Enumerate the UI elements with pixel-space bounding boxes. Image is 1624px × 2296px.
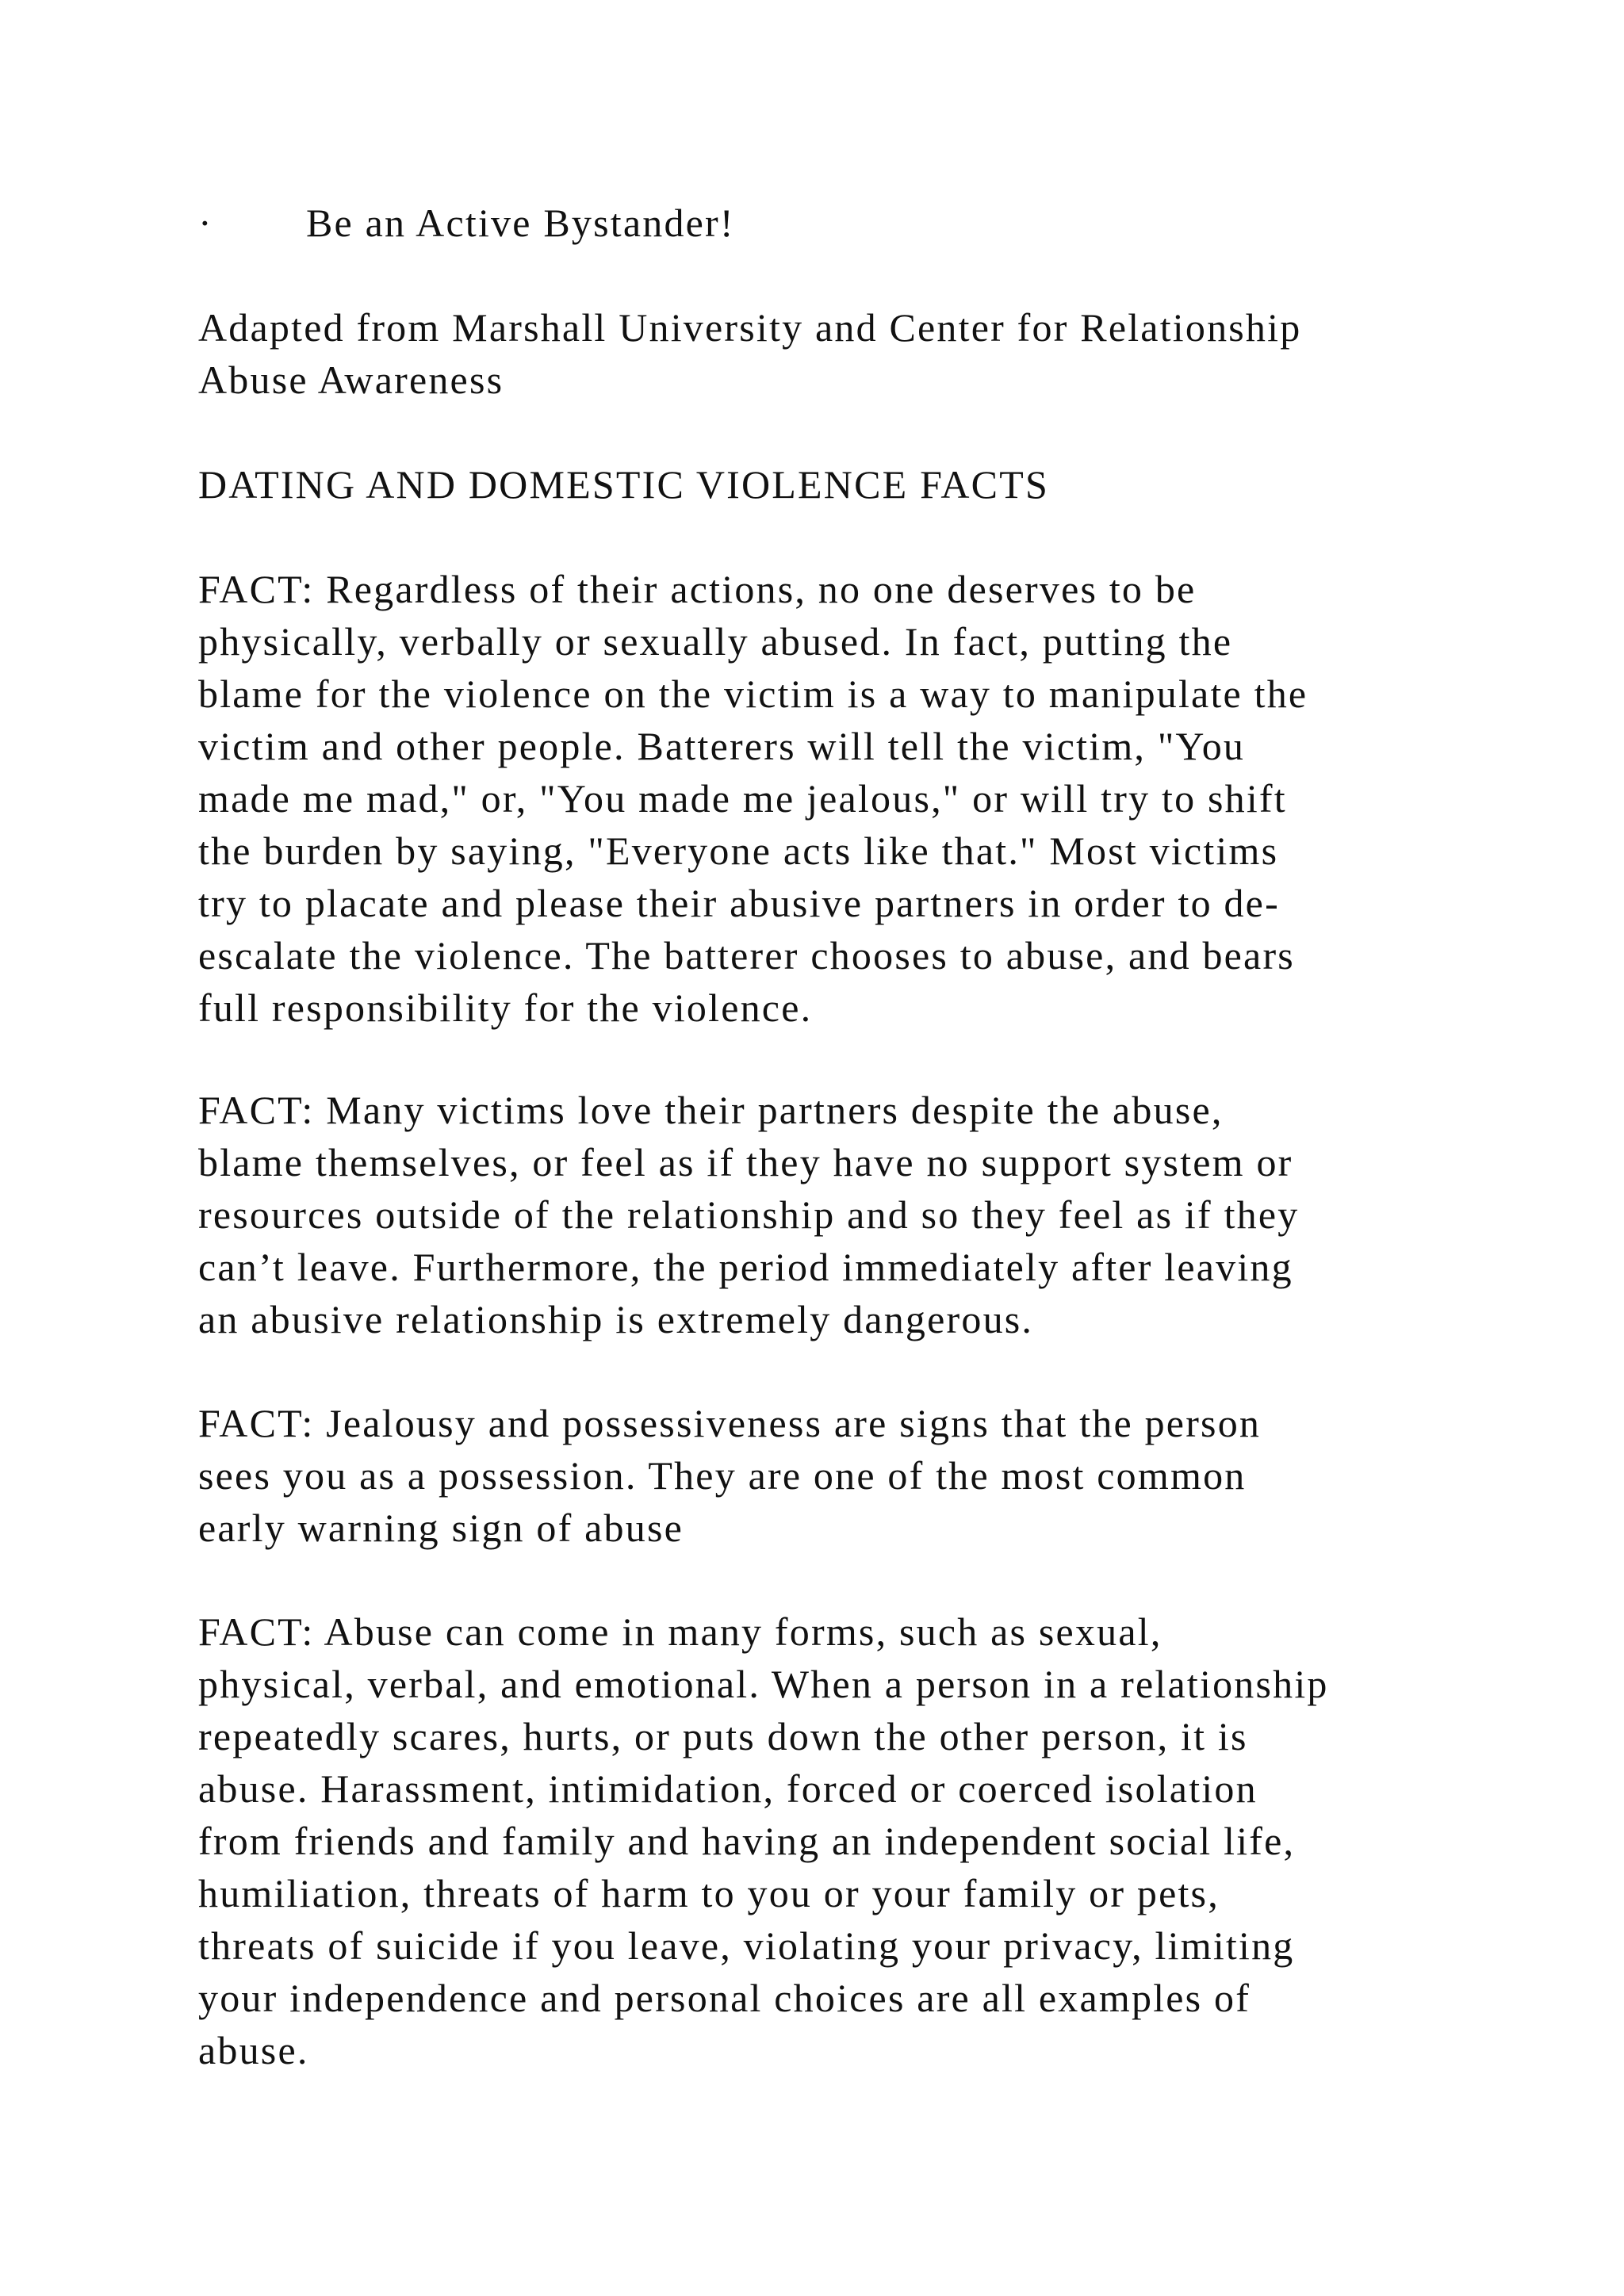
fact-paragraph-4 — [198, 1605, 1435, 2076]
paragraph-line: the burden by saying, "Everyone acts like that." Most victims — [198, 828, 1279, 873]
paragraph-line: physically, verbally or sexually abused. In fact, putting the — [198, 619, 1233, 664]
bullet-item — [198, 197, 735, 249]
fact-paragraph-1 — [198, 563, 1435, 1034]
paragraph-line: full responsibility for the violence. — [198, 985, 813, 1030]
paragraph-line: threats of suicide if you leave, violating your privacy, limiting — [198, 1923, 1295, 1968]
paragraph-line: FACT: Regardless of their actions, no one deserves to be — [198, 567, 1197, 611]
paragraph-line: sees you as a possession. They are one of the most common — [198, 1453, 1247, 1498]
paragraph-line: escalate the violence. The batterer chooses to abuse, and bears — [198, 933, 1295, 978]
paragraph-line: victim and other people. Batterers will tell the victim, "You — [198, 724, 1246, 768]
paragraph-line: humiliation, threats of harm to you or your family or pets, — [198, 1871, 1220, 1915]
bullet-text: Be an Active Bystander! — [306, 201, 735, 245]
attribution-line: Adapted from Marshall University and Center for Relationship — [198, 305, 1302, 350]
paragraph-line: FACT: Abuse can come in many forms, such as sexual, — [198, 1609, 1162, 1654]
paragraph-line: abuse. Harassment, intimidation, forced or coerced isolation — [198, 1766, 1258, 1811]
attribution — [198, 301, 1435, 406]
paragraph-line: from friends and family and having an independent social life, — [198, 1819, 1296, 1863]
paragraph-line: can’t leave. Furthermore, the period immediately after leaving — [198, 1245, 1293, 1289]
bullet-marker: · — [198, 201, 213, 245]
heading-text: DATING AND DOMESTIC VIOLENCE FACTS — [198, 462, 1049, 507]
paragraph-line: your independence and personal choices are all examples of — [198, 1976, 1251, 2020]
paragraph-line: physical, verbal, and emotional. When a person in a relationship — [198, 1662, 1329, 1706]
paragraph-line: repeatedly scares, hurts, or puts down the other person, it is — [198, 1714, 1248, 1758]
paragraph-line: abuse. — [198, 2028, 309, 2072]
paragraph-line: FACT: Many victims love their partners despite the abuse, — [198, 1088, 1224, 1132]
paragraph-line: FACT: Jealousy and possessiveness are signs that the person — [198, 1401, 1262, 1445]
paragraph-line: an abusive relationship is extremely dangerous. — [198, 1297, 1034, 1341]
attribution-line: Abuse Awareness — [198, 358, 504, 402]
paragraph-line: try to placate and please their abusive partners in order to de- — [198, 881, 1280, 925]
paragraph-line: blame for the violence on the victim is a way to manipulate the — [198, 672, 1308, 716]
section-heading — [198, 458, 1435, 511]
paragraph-line: early warning sign of abuse — [198, 1506, 684, 1550]
fact-paragraph-2 — [198, 1084, 1435, 1345]
paragraph-line: blame themselves, or feel as if they have no support system or — [198, 1140, 1293, 1184]
fact-paragraph-3 — [198, 1397, 1435, 1554]
paragraph-line: resources outside of the relationship and so they feel as if they — [198, 1192, 1300, 1237]
paragraph-line: made me mad," or, "You made me jealous," or will try to shift — [198, 776, 1287, 821]
